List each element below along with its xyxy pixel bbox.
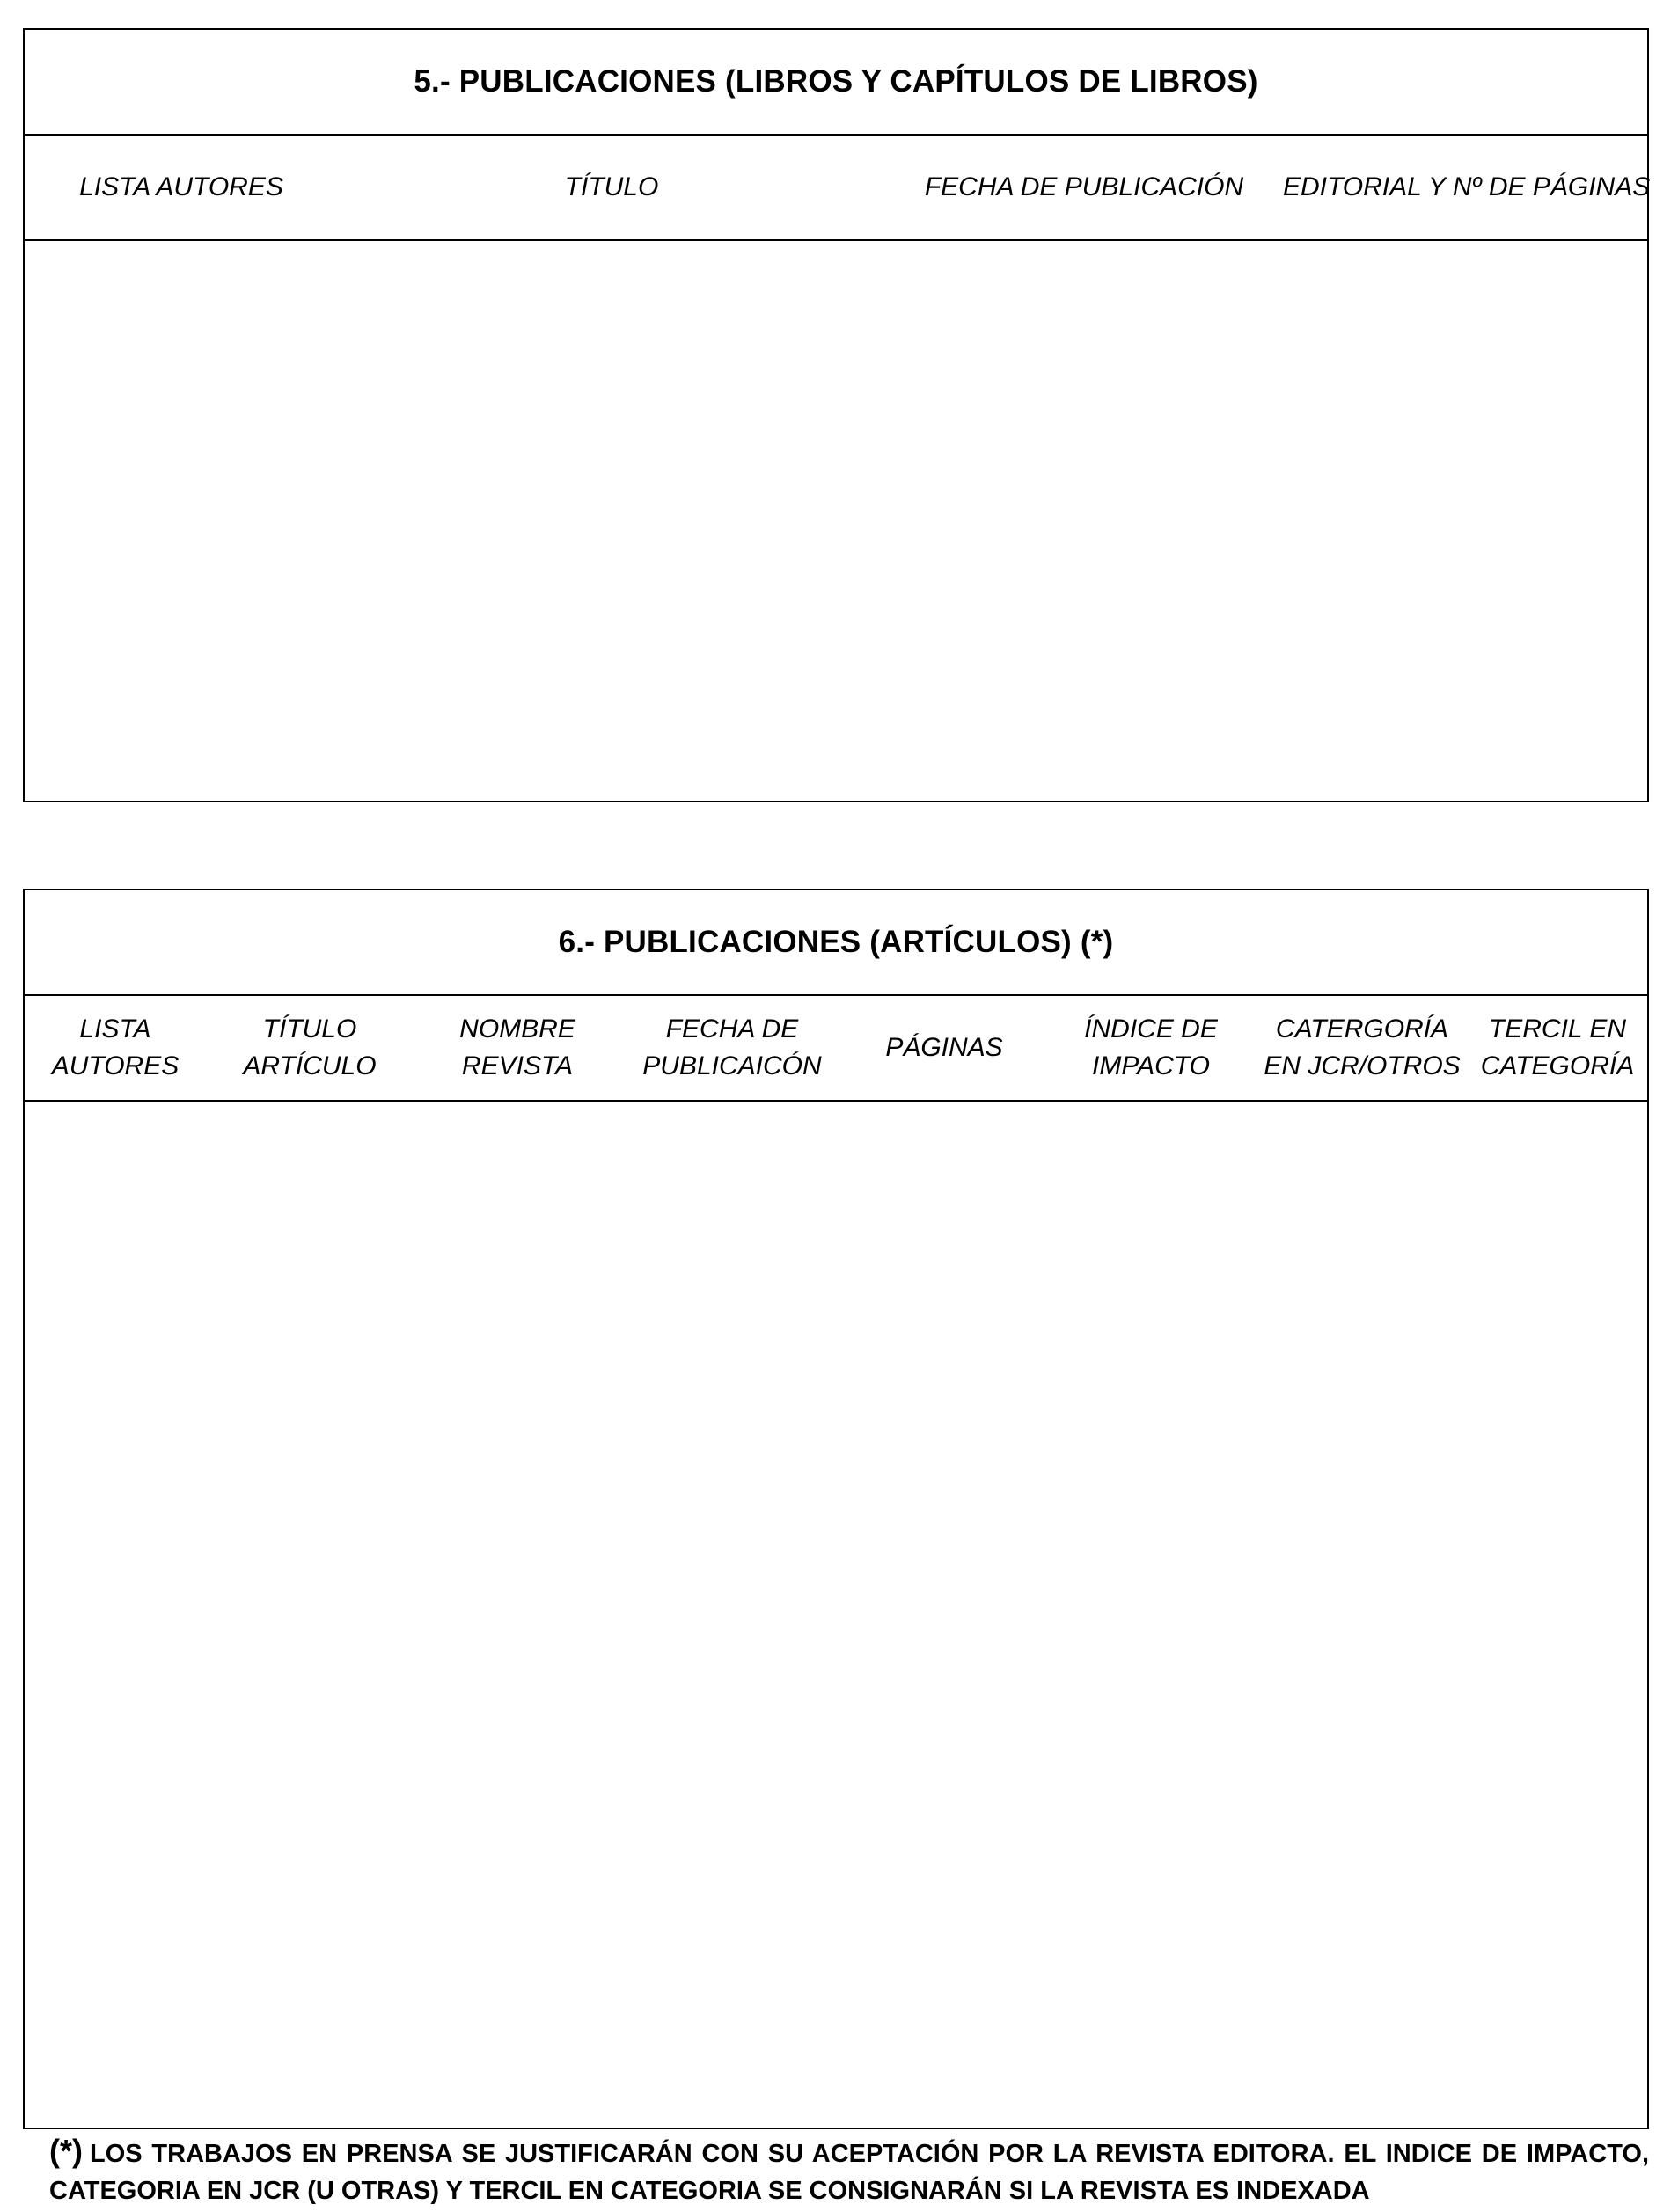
column-header-jcr-category: [1257, 1011, 1468, 1085]
column-header-line: CATEGORÍA: [1480, 1051, 1635, 1080]
column-header-journal-name: [414, 1011, 621, 1085]
column-header-pages: [843, 1029, 1045, 1066]
column-header-line: ARTÍCULO: [243, 1051, 377, 1080]
column-header-line: LISTA: [79, 1014, 151, 1044]
column-header-publication-date: [621, 1011, 843, 1085]
column-header-line: EDITORIAL Y Nº DE PÁGINAS: [1283, 172, 1651, 201]
column-header-authors: [25, 1011, 206, 1085]
column-header-line: NOMBRE: [459, 1014, 575, 1044]
footnote-line-2: CATEGORIA EN JCR (U OTRAS) Y TERCIL EN CATEGORIA SE CONSIGNARÁN SI LA REVISTA ES INDEXADA: [49, 2177, 1370, 2205]
column-header-line: FECHA DE PUBLICACIÓN: [924, 172, 1244, 201]
column-header-line: CATERGORÍA: [1275, 1014, 1449, 1044]
column-header-line: FECHA DE: [665, 1014, 799, 1044]
section-5-books-table: [23, 28, 1649, 802]
column-header-line: AUTORES: [51, 1051, 180, 1080]
column-header-line: TÍTULO: [564, 172, 659, 201]
footnote-marker: (*): [49, 2133, 83, 2169]
column-header-impact-index: [1045, 1011, 1257, 1085]
column-header-line: REVISTA: [461, 1051, 574, 1080]
column-header-authors: [25, 169, 338, 206]
column-header-line: EN JCR/OTROS: [1264, 1051, 1461, 1080]
section-6-articles-table: [23, 889, 1649, 2129]
column-header-publication-date: [885, 169, 1283, 206]
section-5-title: 5.- PUBLICACIONES (LIBROS Y CAPÍTULOS DE LIBROS): [25, 30, 1647, 136]
column-header-publisher-pages: [1283, 169, 1651, 206]
section-6-entry-area[interactable]: [25, 1102, 1647, 2128]
footnote-line-1: [49, 2133, 1649, 2172]
column-header-line: ÍNDICE DE: [1084, 1014, 1218, 1044]
section-5-entry-area[interactable]: [25, 241, 1647, 801]
column-header-category-tercile: [1468, 1011, 1647, 1085]
column-header-line: IMPACTO: [1092, 1051, 1210, 1080]
column-header-line: LISTA AUTORES: [79, 172, 283, 201]
section-6-title: 6.- PUBLICACIONES (ARTÍCULOS) (*): [25, 890, 1647, 996]
column-header-line: PUBLICAICÓN: [642, 1051, 822, 1080]
column-header-article-title: [206, 1011, 414, 1085]
section-6-header-row: [25, 996, 1647, 1102]
column-header-line: PÁGINAS: [885, 1033, 1003, 1062]
column-header-title: [338, 169, 885, 206]
section-5-header-row: [25, 136, 1651, 241]
footnote-text-1: LOS TRABAJOS EN PRENSA SE JUSTIFICARÁN CON SU ACEPTACIÓN POR LA REVISTA EDITORA. EL INDICE DE IMPACTO,: [90, 2140, 1649, 2168]
column-header-line: TÍTULO: [262, 1014, 357, 1044]
footnote: [49, 2133, 1649, 2209]
column-header-line: TERCIL EN: [1488, 1014, 1627, 1044]
